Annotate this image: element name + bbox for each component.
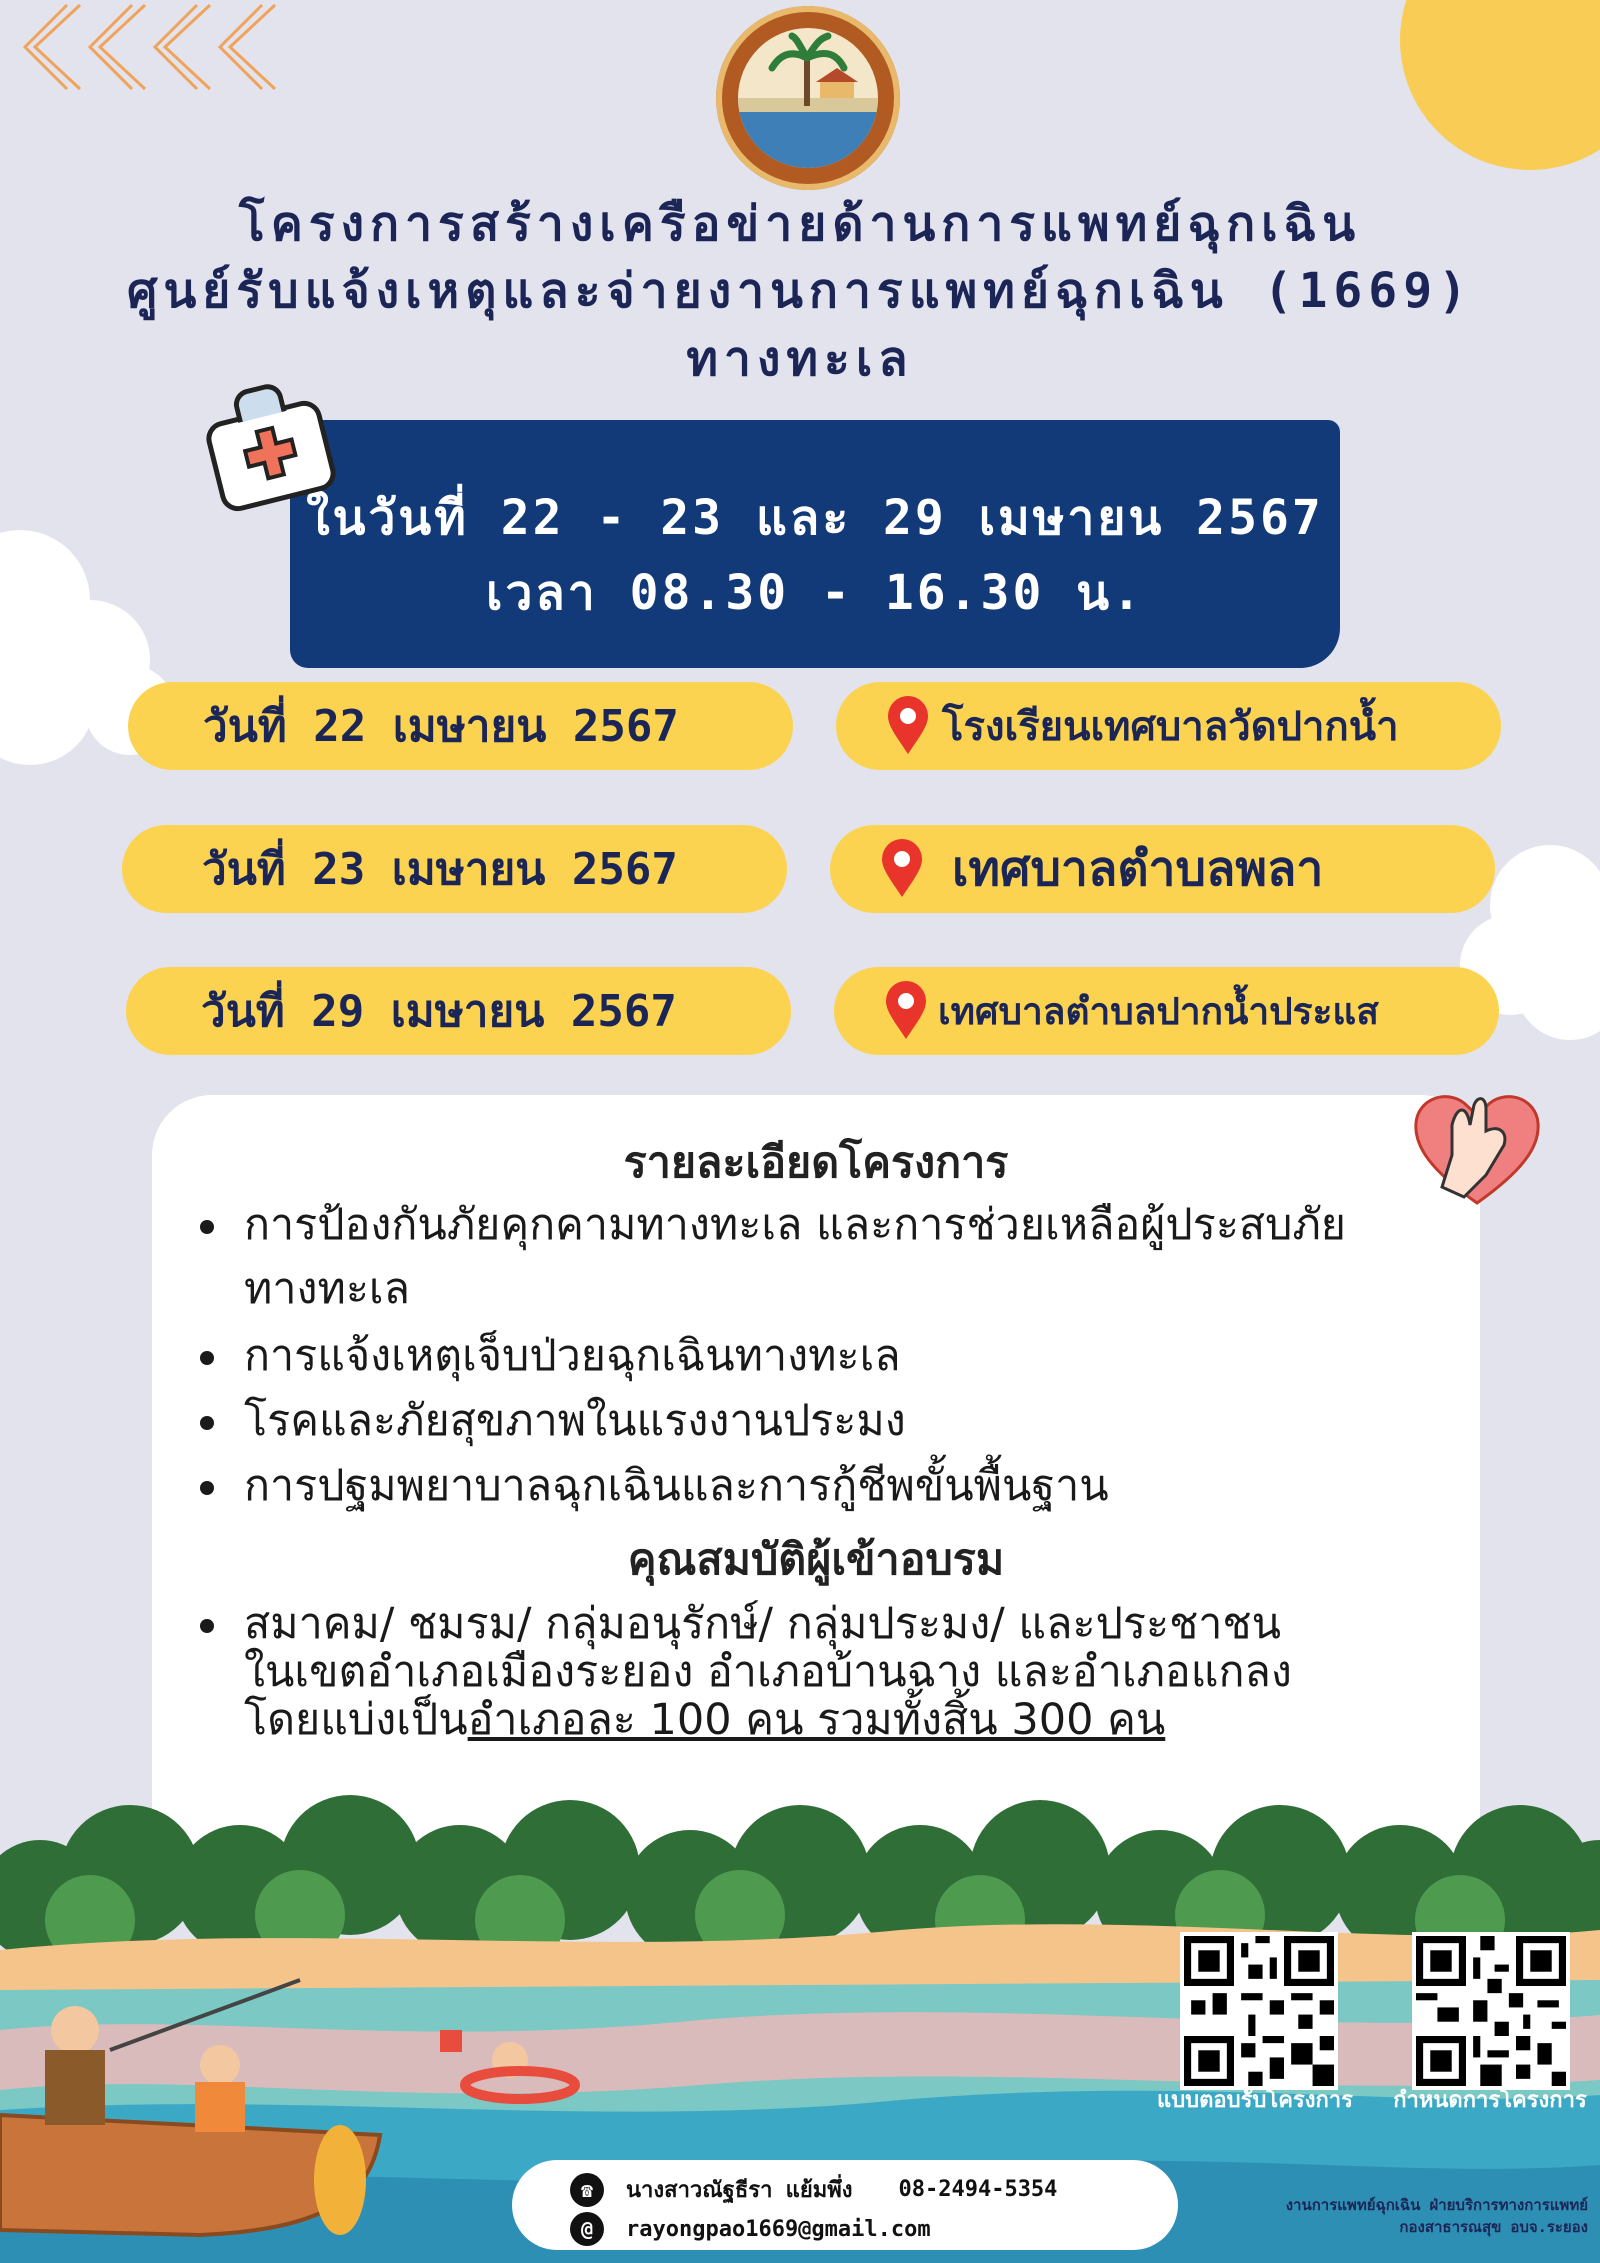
details-item-3 bbox=[200, 1389, 906, 1453]
schedule-location-3 bbox=[834, 967, 1499, 1055]
location-pin-icon bbox=[886, 696, 930, 756]
qualifications-line3: โดยแบ่งเป็นอำเภอละ 100 คน รวมทั้งสิ้น 300 คน bbox=[244, 1695, 1166, 1745]
contact-phone-row bbox=[570, 2172, 1057, 2207]
qualifications-line2: ในเขตอำเภอเมืองระยอง อำเภอบ้านฉาง และอำเภอแกลง bbox=[244, 1647, 1292, 1697]
qr-code-schedule[interactable] bbox=[1412, 1932, 1570, 2090]
details-item-2 bbox=[200, 1324, 901, 1388]
details-item-2-text: การแจ้งเหตุเจ็บป่วยฉุกเฉินทางทะเล bbox=[244, 1331, 901, 1381]
schedule-location-2 bbox=[830, 825, 1495, 913]
organization-seal bbox=[716, 6, 900, 190]
seal-emblem bbox=[738, 28, 878, 168]
qualifications-line1: สมาคม/ ชมรม/ กลุ่มอนุรักษ์/ กลุ่มประมง/ และประชาชน bbox=[244, 1599, 1281, 1649]
qr-caption-schedule: กำหนดการโครงการ bbox=[1393, 2088, 1587, 2113]
schedule-date-1 bbox=[128, 682, 793, 770]
at-icon: @ bbox=[570, 2212, 604, 2246]
seal-text bbox=[716, 6, 717, 7]
contact-phone[interactable]: 08-2494-5354 bbox=[898, 2177, 1058, 2202]
banner-time: เวลา 08.30 - 16.30 น. bbox=[486, 565, 1144, 621]
schedule-date-3 bbox=[126, 967, 791, 1055]
schedule-date-2 bbox=[122, 825, 787, 913]
schedule-location-3-text: เทศบาลตำบลปากน้ำประแส bbox=[938, 989, 1379, 1033]
phone-icon: ☎ bbox=[570, 2173, 604, 2207]
schedule-location-2-text: เทศบาลตำบลพลา bbox=[952, 841, 1324, 897]
qualifications-total: อำเภอละ 100 คน รวมทั้งสิ้น 300 คน bbox=[467, 1695, 1166, 1745]
schedule-location-1-text: โรงเรียนเทศบาลวัดปากน้ำ bbox=[942, 704, 1399, 750]
footer-line-2: กองสาธารณสุข อบจ.ระยอง bbox=[1399, 2218, 1588, 2236]
title-line-1: โครงการสร้างเครือข่ายด้านการแพทย์ฉุกเฉิน bbox=[238, 196, 1362, 252]
qr-caption-response-form: แบบตอบรับโครงการ bbox=[1157, 2088, 1353, 2113]
chevron-decoration bbox=[15, 0, 285, 95]
qualifications-heading: คุณสมบัติผู้เข้าอบรม bbox=[627, 1535, 1005, 1585]
title-line-3: ทางทะเล bbox=[686, 331, 914, 387]
contact-email-row bbox=[570, 2212, 931, 2246]
location-pin-icon bbox=[880, 839, 924, 899]
details-item-3-text: โรคและภัยสุขภาพในแรงงานประมง bbox=[244, 1396, 906, 1446]
contact-name: นางสาวณัฐธีรา แย้มพึ่ง bbox=[626, 2178, 853, 2203]
details-item-1-line1: การป้องกันภัยคุกคามทางทะเล และการช่วยเหลือผู้ประสบภัย bbox=[244, 1200, 1347, 1250]
title-line-2: ศูนย์รับแจ้งเหตุและจ่ายงานการแพทย์ฉุกเฉิน (1669) bbox=[126, 263, 1473, 319]
qualifications-item bbox=[200, 1600, 1292, 1744]
details-item-1-line2: ทางทะเล bbox=[244, 1264, 410, 1314]
details-item-1 bbox=[200, 1193, 1346, 1321]
schedule-date-3-text: วันที่ 29 เมษายน 2567 bbox=[201, 986, 677, 1037]
contact-email[interactable]: rayongpao1669@gmail.com bbox=[626, 2216, 931, 2242]
banner-date: ในวันที่ 22 - 23 และ 29 เมษายน 2567 bbox=[306, 490, 1324, 546]
location-pin-icon bbox=[884, 981, 928, 1041]
schedule-location-1 bbox=[836, 682, 1501, 770]
sun-decoration bbox=[1400, 0, 1600, 170]
qr-code-response-form[interactable] bbox=[1180, 1932, 1338, 2090]
details-heading: รายละเอียดโครงการ bbox=[623, 1138, 1009, 1188]
footer-line-1: งานการแพทย์ฉุกเฉิน ฝ่ายบริการทางการแพทย์ bbox=[1285, 2196, 1588, 2214]
schedule-date-2-text: วันที่ 23 เมษายน 2567 bbox=[202, 844, 678, 895]
details-item-4-text: การปฐมพยาบาลฉุกเฉินและการกู้ชีพขั้นพื้นฐาน bbox=[244, 1461, 1109, 1511]
details-item-4 bbox=[200, 1454, 1109, 1518]
schedule-date-1-text: วันที่ 22 เมษายน 2567 bbox=[203, 701, 679, 752]
